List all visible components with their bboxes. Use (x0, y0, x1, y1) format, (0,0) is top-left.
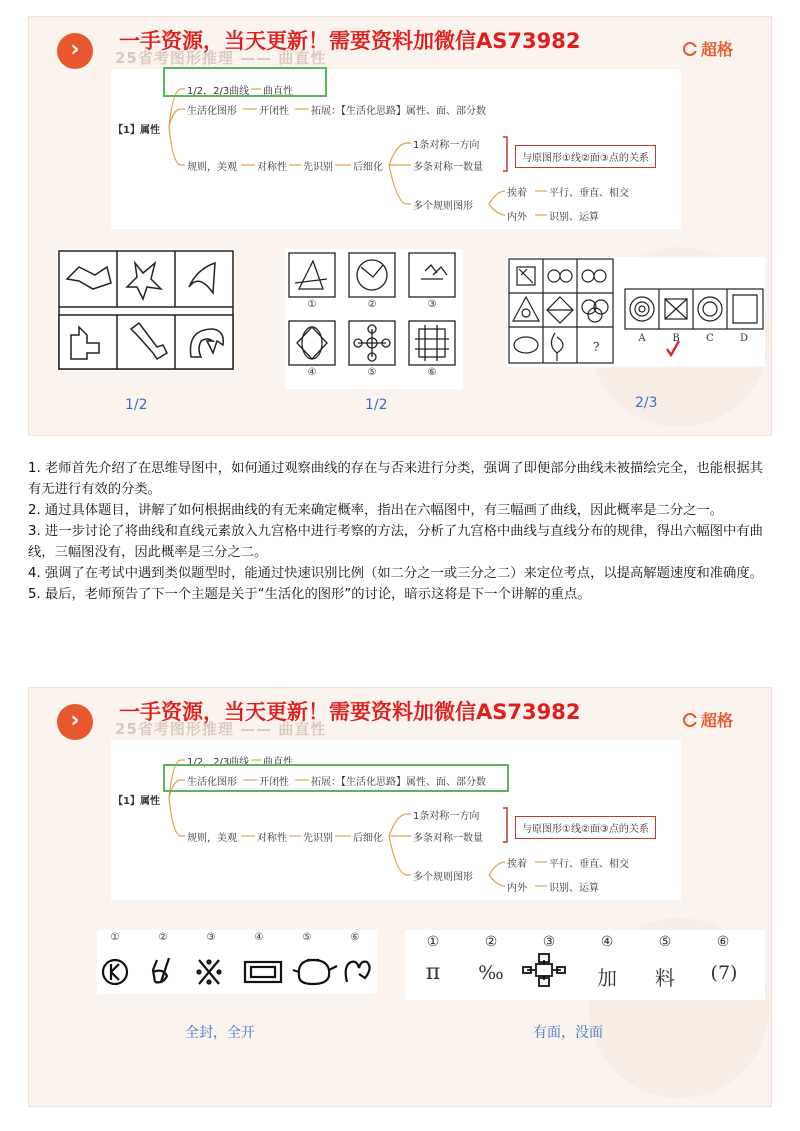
node-curve: 1/2，2/3曲线 (185, 82, 251, 97)
grid-question-mark: ? (593, 340, 600, 354)
brand-logo (683, 37, 733, 60)
relation-box: 与原图形①线②面③点的关系 (515, 145, 656, 168)
num-1: ① (110, 932, 120, 943)
promo-banner: 一手资源，当天更新！需要资料加微信AS73982 (119, 29, 581, 53)
arrow-badge-icon: › (57, 704, 93, 740)
node-inside-leaf: 识别、运算 (547, 879, 601, 894)
figure-question-3-art (507, 257, 765, 367)
node-life: 生活化图形 (185, 773, 239, 788)
node-inside-outside: 内外 (505, 208, 529, 223)
node-symmetry: 对称性 (255, 829, 289, 844)
num-3: ③ (542, 934, 556, 950)
option-d: D (739, 333, 749, 344)
figure-question-1 (57, 249, 235, 371)
symbol-liao: 料 (655, 966, 675, 990)
option-b: B (672, 333, 680, 344)
highlight-life-figure (163, 764, 509, 792)
node-one-axis: 1条对称一方向 (411, 807, 481, 822)
node-curve-leaf: 曲直性 (261, 82, 295, 97)
brand-g-icon (683, 42, 697, 56)
mind-map-root: 【1】属性 (111, 792, 162, 807)
slide-header (29, 688, 771, 744)
node-multi-axis: 多条对称一数量 (411, 829, 485, 844)
caption-fig3: 2/3 (635, 395, 658, 411)
node-detail: 后细化 (351, 829, 385, 844)
node-openclose: 开闭性 (257, 102, 291, 117)
num-5: ⑤ (302, 932, 312, 943)
num-1: ① (307, 299, 317, 310)
figure-symbols-face (405, 930, 765, 1000)
slide-title-watermark: 25省考图形推理 —— 曲直性 (115, 720, 327, 738)
node-adjacent-leaf: 平行、垂直、相交 (547, 855, 631, 870)
highlight-curve (163, 67, 327, 97)
node-life-leaf: 拓展：【生活化思路】属性、面、部分数 (309, 773, 488, 788)
node-life: 生活化图形 (185, 102, 239, 117)
note-item: 5. 最后，老师预告了下一个主题是关于“生活化的图形”的讨论，暗示这将是下一个讲解的重点。 (28, 587, 591, 602)
symbol-permille: ‰ (478, 962, 504, 984)
num-6: ⑥ (427, 367, 437, 378)
promo-banner: 一手资源，当天更新！需要资料加微信AS73982 (119, 700, 581, 724)
symbol-jia: 加 (597, 966, 617, 990)
lecture-notes (28, 458, 768, 605)
icons-art (97, 930, 377, 994)
node-symmetry: 对称性 (255, 158, 289, 173)
num-4: ④ (600, 934, 614, 950)
node-curve: 1/2，2/3曲线 (185, 753, 251, 768)
caption-face: 有面，没面 (533, 1025, 603, 1041)
brand-name: 超格 (700, 40, 733, 59)
caption-fig1: 1/2 (125, 397, 148, 413)
slide-header (29, 17, 771, 73)
figure-question-3 (507, 257, 765, 367)
node-adjacent: 挨着 (505, 855, 529, 870)
num-6: ⑥ (350, 932, 360, 943)
option-a: A (638, 333, 646, 344)
node-inside-leaf: 识别、运算 (547, 208, 601, 223)
figure-question-1-art (57, 249, 235, 371)
node-adjacent: 挨着 (505, 184, 529, 199)
num-3: ③ (206, 932, 216, 943)
lecture-slide-2 (28, 687, 772, 1107)
num-2: ② (484, 934, 498, 950)
caption-closed-open: 全封，全开 (185, 1025, 255, 1041)
relation-box: 与原图形①线②面③点的关系 (515, 816, 656, 839)
node-rule: 规则，美观 (185, 158, 239, 173)
node-multi-rule: 多个规则图形 (411, 868, 475, 883)
num-4: ④ (254, 932, 264, 943)
node-identify: 先识别 (301, 158, 335, 173)
num-2: ② (158, 932, 168, 943)
brand-g-icon (683, 713, 697, 727)
note-item: 4. 强调了在考试中遇到类似题型时，能通过快速识别比例（如二分之一或三分之二）来定位考点，以提高解题速度和准确度。 (28, 566, 763, 581)
note-item: 1. 老师首先介绍了在思维导图中，如何通过观察曲线的存在与否来进行分类，强调了即便部分曲线未被描绘完全，也能根据其有无进行有效的分类。 (28, 461, 763, 497)
node-one-axis: 1条对称一方向 (411, 136, 481, 151)
caption-fig2: 1/2 (365, 397, 388, 413)
node-adjacent-leaf: 平行、垂直、相交 (547, 184, 631, 199)
node-inside-outside: 内外 (505, 879, 529, 894)
num-2: ② (367, 299, 377, 310)
brand-logo (683, 708, 733, 731)
num-5: ⑤ (367, 367, 377, 378)
node-life-leaf: 拓展：【生活化思路】属性、面、部分数 (309, 102, 488, 117)
node-multi-rule: 多个规则图形 (411, 197, 475, 212)
note-item: 2. 通过具体题目，讲解了如何根据曲线的有无来确定概率，指出在六幅图中，有三幅画了曲线，因此概率是二分之一。 (28, 503, 724, 518)
node-rule: 规则，美观 (185, 829, 239, 844)
lecture-slide-1 (28, 16, 772, 436)
node-multi-axis: 多条对称一数量 (411, 158, 485, 173)
num-5: ⑤ (658, 934, 672, 950)
note-item: 3. 进一步讨论了将曲线和直线元素放入九宫格中进行考察的方法，分析了九宫格中曲线与直线分布的规律，得出六幅图中有曲线，三幅图没有，因此概率是三分之二。 (28, 524, 763, 560)
node-openclose: 开闭性 (257, 773, 291, 788)
num-6: ⑥ (716, 934, 730, 950)
node-detail: 后细化 (351, 158, 385, 173)
brand-name: 超格 (700, 711, 733, 730)
num-4: ④ (307, 367, 317, 378)
symbol-seven: (7) (710, 962, 738, 984)
slide-title-watermark: 25省考图形推理 —— 曲直性 (115, 49, 327, 67)
node-curve-leaf: 曲直性 (261, 753, 295, 768)
figure-question-2 (285, 249, 463, 389)
figure-icons-closed-open (97, 930, 377, 994)
symbol-pi: π (425, 960, 441, 985)
mind-map-root: 【1】属性 (111, 121, 162, 136)
option-c: C (706, 333, 714, 344)
num-1: ① (426, 934, 440, 950)
node-identify: 先识别 (301, 829, 335, 844)
num-3: ③ (427, 299, 437, 310)
arrow-badge-icon: › (57, 33, 93, 69)
